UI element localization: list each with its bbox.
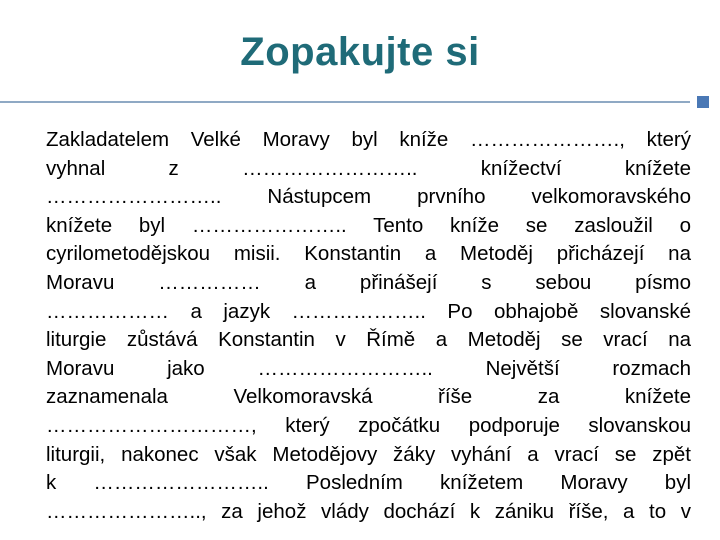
text-line: ……………… a jazyk ……………….. Po obhajobě slovanské <box>46 299 691 323</box>
slide-title: Zopakujte si <box>240 30 480 74</box>
text-line: …………………….. Nástupcem prvního velkomoravského <box>46 185 691 209</box>
text-line: Zakladatelem Velké Moravy byl kníže …………………., který <box>46 128 691 151</box>
text-line: ………………….., za jehož vlády dochází k zániku říše, a to v <box>46 499 691 523</box>
text-line: …………………………, který zpočátku podporuje slovanskou <box>46 413 691 437</box>
exercise-text <box>46 126 691 526</box>
text-line: Moravu …………… a přinášejí s sebou písmo <box>46 270 691 294</box>
text-line: k …………………….. Posledním knížetem Moravy byl <box>46 471 691 495</box>
text-line: vyhnal z …………………….. knížectví knížete <box>46 156 691 180</box>
divider-square-icon <box>697 96 709 108</box>
title-divider <box>0 101 690 103</box>
text-line: liturgii, nakonec však Metodějovy žáky vyhání a vrací se zpět <box>46 442 691 466</box>
text-line: knížete byl ………………….. Tento kníže se zasloužil o <box>46 213 691 237</box>
text-line: cyrilometodějskou misii. Konstantin a Metoděj přicházejí na <box>46 242 691 266</box>
text-line: Moravu jako …………………….. Největší rozmach <box>46 356 691 380</box>
text-line: zaznamenala Velkomoravská říše za knížete <box>46 385 691 409</box>
text-line: liturgie zůstává Konstantin v Římě a Metoděj se vrací na <box>46 328 691 352</box>
